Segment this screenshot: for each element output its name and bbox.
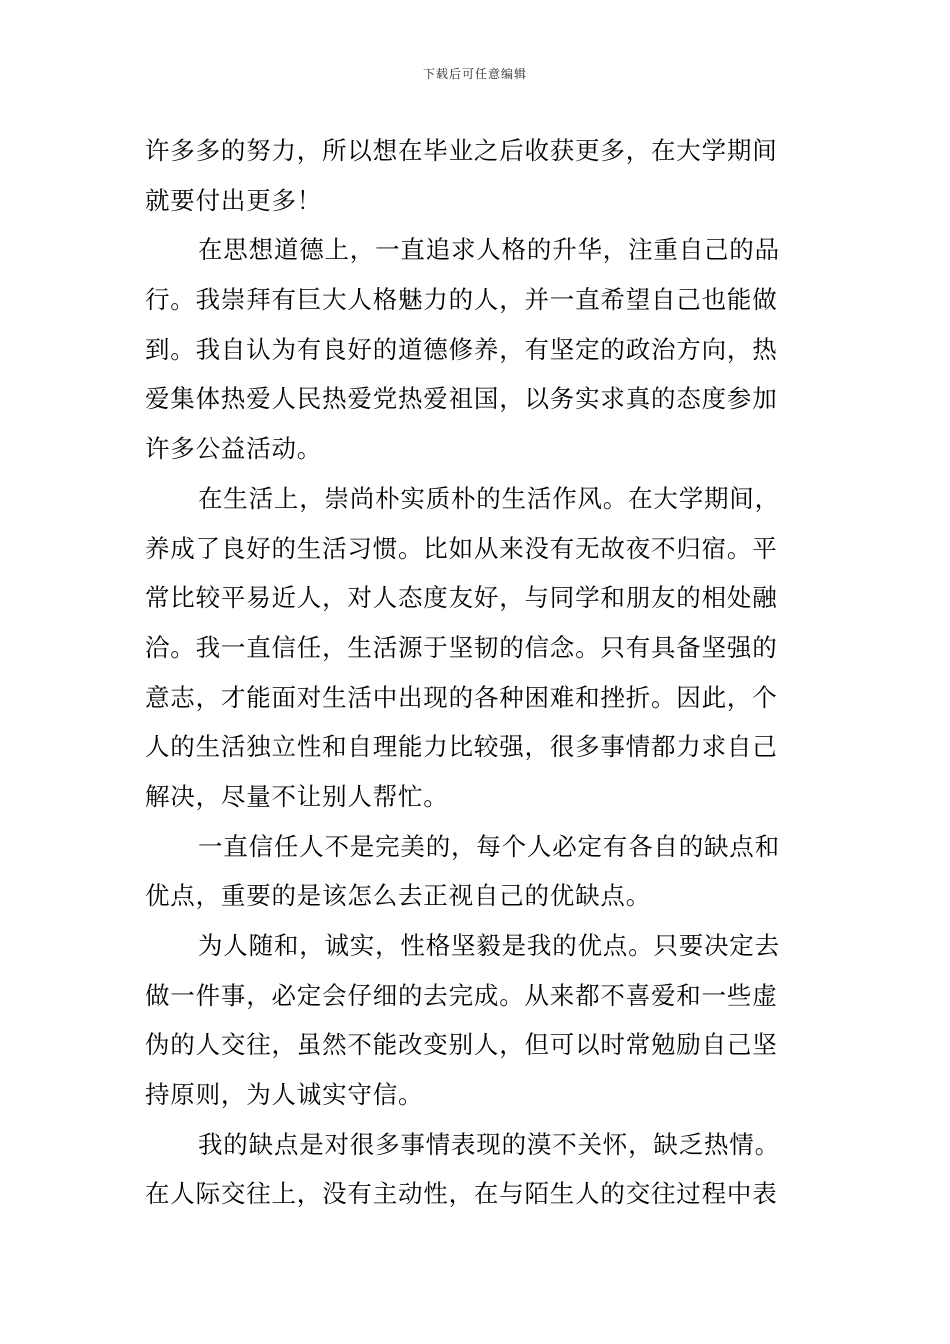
text-line: 意志，才能面对生活中出现的各种困难和挫折。因此，个 [145, 682, 778, 712]
text-line: 持原则，为人诚实守信。 [145, 1080, 424, 1110]
text-line: 解决，尽量不让别人帮忙。 [145, 781, 449, 811]
text-line: 爱集体热爱人民热爱党热爱祖国，以务实求真的态度参加 [145, 384, 778, 414]
text-line: 许多公益活动。 [145, 434, 323, 464]
document-body [145, 126, 805, 1219]
text-line: 在人际交往上，没有主动性，在与陌生人的交往过程中表 [145, 1179, 778, 1209]
text-line: 常比较平易近人，对人态度友好，与同学和朋友的相处融 [145, 583, 778, 613]
paragraph-start-line: 在生活上，崇尚朴实质朴的生活作风。在大学期间， [198, 483, 780, 513]
page-header: 下载后可任意编辑 [422, 67, 527, 81]
text-line: 就要付出更多！ [145, 185, 323, 215]
text-line: 伪的人交往，虽然不能改变别人，但可以时常勉励自己坚 [145, 1030, 778, 1060]
paragraph-start-line: 在思想道德上，一直追求人格的升华，注重自己的品 [198, 235, 780, 265]
text-line: 优点，重要的是该怎么去正视自己的优缺点。 [145, 881, 651, 911]
text-line: 人的生活独立性和自理能力比较强，很多事情都力求自己 [145, 732, 778, 762]
text-line: 到。我自认为有良好的道德修养，有坚定的政治方向，热 [145, 334, 778, 364]
text-line: 许多多的努力，所以想在毕业之后收获更多，在大学期间 [145, 136, 778, 165]
text-line: 洽。我一直信任，生活源于坚韧的信念。只有具备坚强的 [145, 632, 778, 662]
text-line: 行。我崇拜有巨大人格魅力的人，并一直希望自己也能做 [145, 285, 778, 315]
paragraph-start-line: 为人随和，诚实，性格坚毅是我的优点。只要决定去 [198, 931, 780, 960]
paragraph-start-line: 我的缺点是对很多事情表现的漠不关怀，缺乏热情。 [198, 1129, 780, 1159]
paragraph-start-line: 一直信任人不是完美的，每个人必定有各自的缺点和 [198, 831, 780, 861]
text-line: 养成了良好的生活习惯。比如从来没有无故夜不归宿。平 [145, 533, 778, 563]
text-line: 做一件事，必定会仔细的去完成。从来都不喜爱和一些虚 [145, 980, 778, 1010]
